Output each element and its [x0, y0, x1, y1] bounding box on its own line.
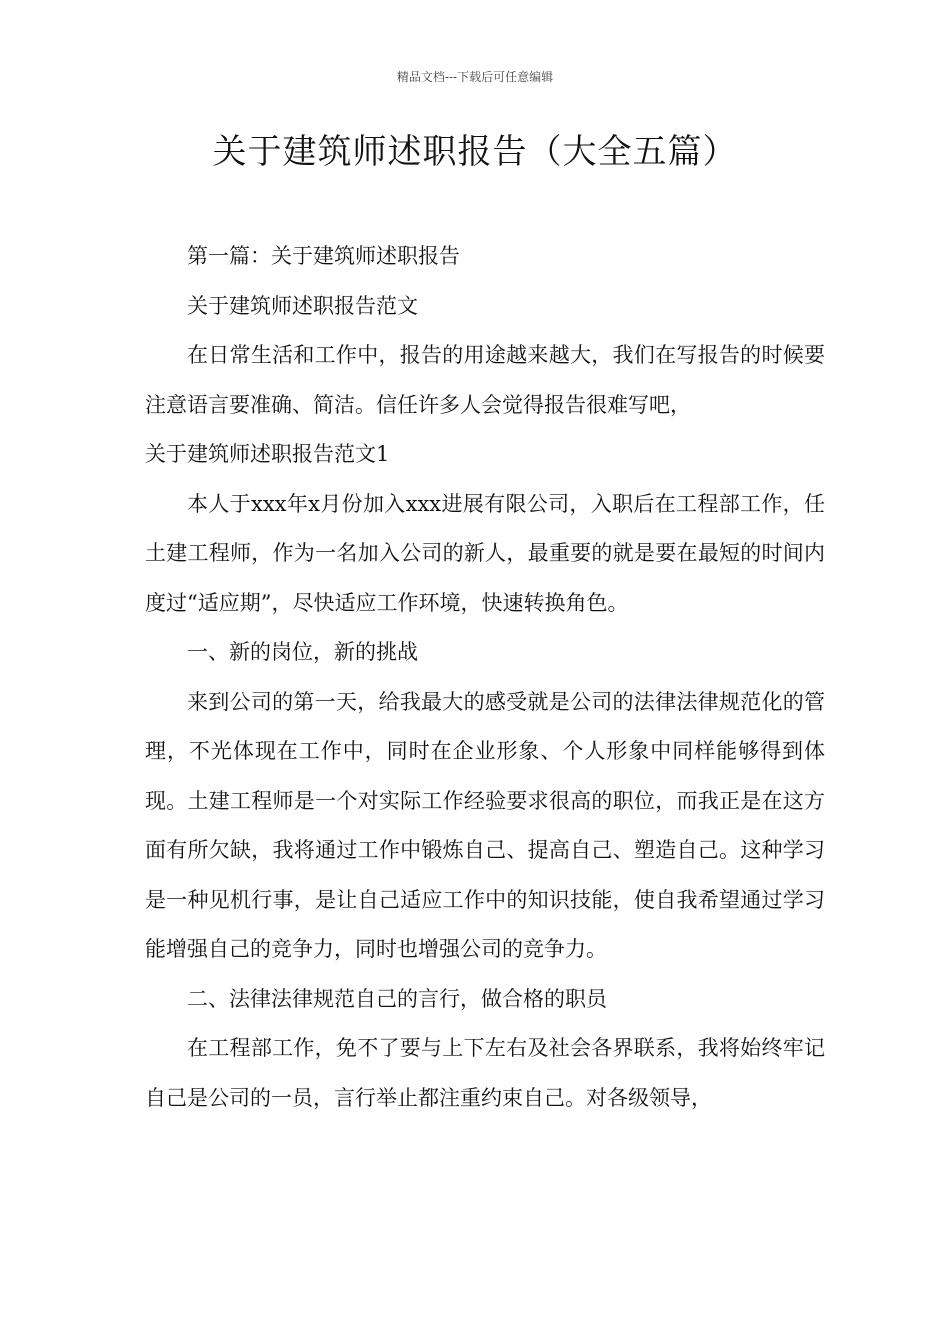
body-paragraph: 来到公司的第一天，给我最大的感受就是公司的法律法律规范化的管理，不光体现在工作中，同时在企业形象、个人形象中同样能够得到体现。土建工程师是一个对实际工作经验要求很高的职位，而我正是在这方面有所欠缺，我将通过工作中锻炼自己、提高自己、塑造自己。这种学习是一种见机行事，是让自己适应工作中的知识技能，使自我希望通过学习能增强自己的竞争力，同时也增强公司的竞争力。 — [145, 689, 825, 961]
body-paragraph: 本人于xxx年x月份加入xxx进展有限公司，入职后在工程部工作，任土建工程师，作为一名加入公司的新人，最重要的就是要在最短的时间内度过“适应期”，尽快适应工作环境，快速转换角色。 — [145, 491, 825, 615]
document-title: 关于建筑师述职报告（大全五篇） — [212, 132, 738, 172]
body-paragraph: 在工程部工作，免不了要与上下左右及社会各界联系，我将始终牢记自己是公司的一员，言行举止都注重约束自己。对各级领导， — [145, 1036, 825, 1110]
subtitle: 关于建筑师述职报告范文 — [187, 293, 418, 318]
list-heading: 一、新的岗位，新的挑战 — [187, 640, 418, 664]
section-heading: 第一篇：关于建筑师述职报告 — [187, 244, 460, 268]
list-heading: 二、法律法律规范自己的言行，做合格的职员 — [187, 986, 607, 1011]
sample-heading: 关于建筑师述职报告范文1 — [145, 442, 390, 466]
document-body — [145, 232, 825, 1123]
body-paragraph: 在日常生活和工作中，报告的用途越来越大，我们在写报告的时候要注意语言要准确、简洁。信任许多人会觉得报告很难写吧， — [145, 343, 825, 417]
header-note: 精品文档---下载后可任意编辑 — [396, 70, 554, 84]
